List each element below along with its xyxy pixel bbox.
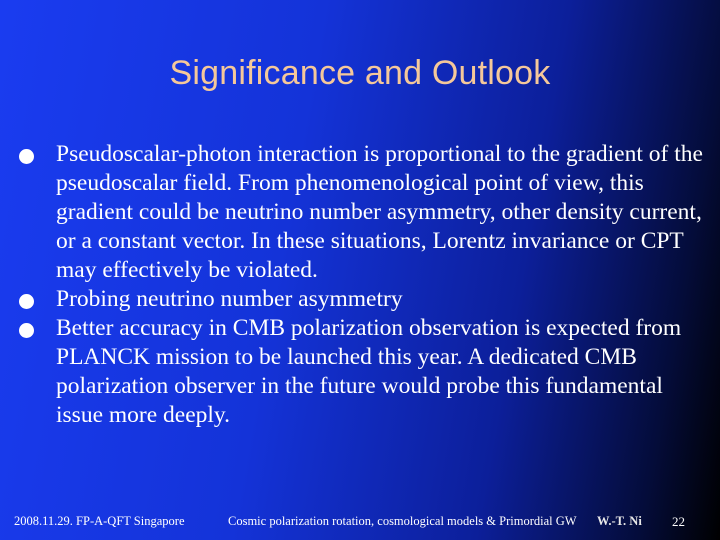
footer-topic: Cosmic polarization rotation, cosmological models & Primordial GW — [228, 514, 577, 528]
bullet-item — [14, 285, 704, 314]
bullet-text: Better accuracy in CMB polarization observation is expected from PLANCK mission to be launched this year. A dedicated CMB polarization observer in the future would probe this fundamental issue more deeply. — [56, 315, 682, 428]
bullet-item — [14, 314, 704, 430]
bullet-dot-icon — [19, 294, 34, 309]
page-number: 22 — [672, 514, 685, 529]
bullet-text: Pseudoscalar-photon interaction is proportional to the gradient of the pseudoscalar field. From phenomenological point of view, this gradient could be neutrino number asymmetry, other density current, or a constant vector. In these situations, Lorentz invariance or CPT may effectively be violated. — [56, 141, 703, 283]
bullet-list — [14, 140, 704, 430]
footer-author: W.-T. Ni — [597, 514, 642, 528]
footer-date-event: 2008.11.29. FP-A-QFT Singapore — [14, 514, 185, 528]
bullet-dot-icon — [19, 323, 34, 338]
slide-title: Significance and Outlook — [169, 54, 551, 92]
bullet-item — [14, 140, 704, 285]
bullet-dot-icon — [19, 149, 34, 164]
bullet-text: Probing neutrino number asymmetry — [56, 286, 403, 312]
